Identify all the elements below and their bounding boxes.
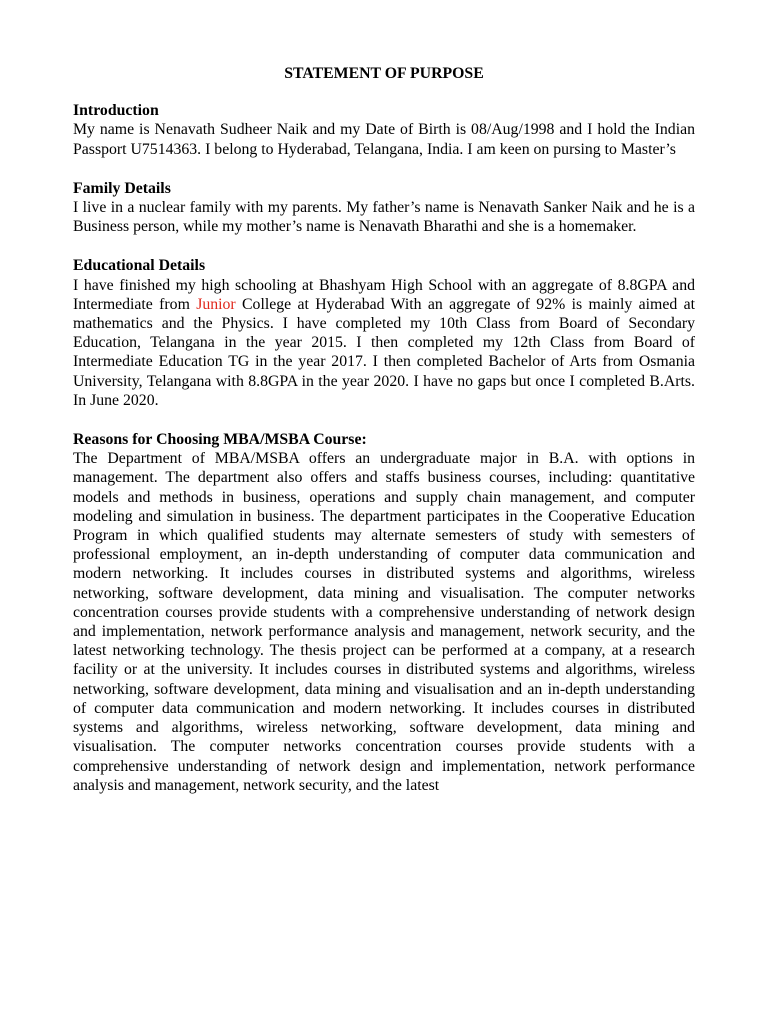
paragraph-reasons: The Department of MBA/MSBA offers an undergraduate major in B.A. with options in management. The department also offers and staffs business courses, including: quantitative models and methods in business, operations and supply chain management, and computer modeling and simulation in business. The department participates in the Cooperative Education Program in which qualified students may alternate semesters of study with semesters of professional employment, an in-depth understanding of computer data communication and modern networking. It includes courses in distributed systems and algorithms, wireless networking, software development, data mining and visualisation. The computer networks concentration courses provide students with a comprehensive understanding of network design and implementation, network performance analysis and management, network security, and the latest networking technology. The thesis project can be performed at a company, at a research facility or at the university. It includes courses in distributed systems and algorithms, wireless networking, software development, data mining and visualisation and an in-depth understanding of computer data communication and modern networking. It includes courses in distributed systems and algorithms, wireless networking, software development, data mining and visualisation. The computer networks concentration courses provide students with a comprehensive understanding of network design and implementation, network performance analysis and management, network security, and the latest [73,450,695,794]
education-highlight: Junior [196,295,236,313]
section-heading-reasons: Reasons for Choosing MBA/MSBA Course: [73,431,367,449]
paragraph-introduction: My name is Nenavath Sudheer Naik and my Date of Birth is 08/Aug/1998 and I hold the Indian Passport U7514363. I belong to Hyderabad, Telangana, India. I am keen on pursing to Master’s [73,121,695,158]
section-heading-introduction: Introduction [73,102,159,120]
section-heading-family: Family Details [73,179,171,197]
paragraph-family: I live in a nuclear family with my parents. My father’s name is Nenavath Sanker Naik and he is a Business person, while my mother’s name is Nenavath Bharathi and she is a homemaker. [73,199,695,236]
document-page [73,64,695,815]
document-title: STATEMENT OF PURPOSE [284,65,484,82]
section-heading-education: Educational Details [73,257,206,275]
paragraph-education [73,276,695,410]
education-text-before: I have finished my high schooling at Bhashyam High School with an aggregate of 8.8GPA and Intermediate from [73,276,695,313]
education-text-after: College at Hyderabad With an aggregate of 92% is mainly aimed at mathematics and the Physics. I have completed my 10th Class from Board of Secondary Education, Telangana in the year 2015. I then completed my 12th Class from Board of Intermediate Education TG in the year 2017. I then completed Bachelor of Arts from Osmania University, Telangana with 8.8GPA in the year 2020. I have no gaps but once I completed B.Arts. In June 2020. [73,295,695,409]
